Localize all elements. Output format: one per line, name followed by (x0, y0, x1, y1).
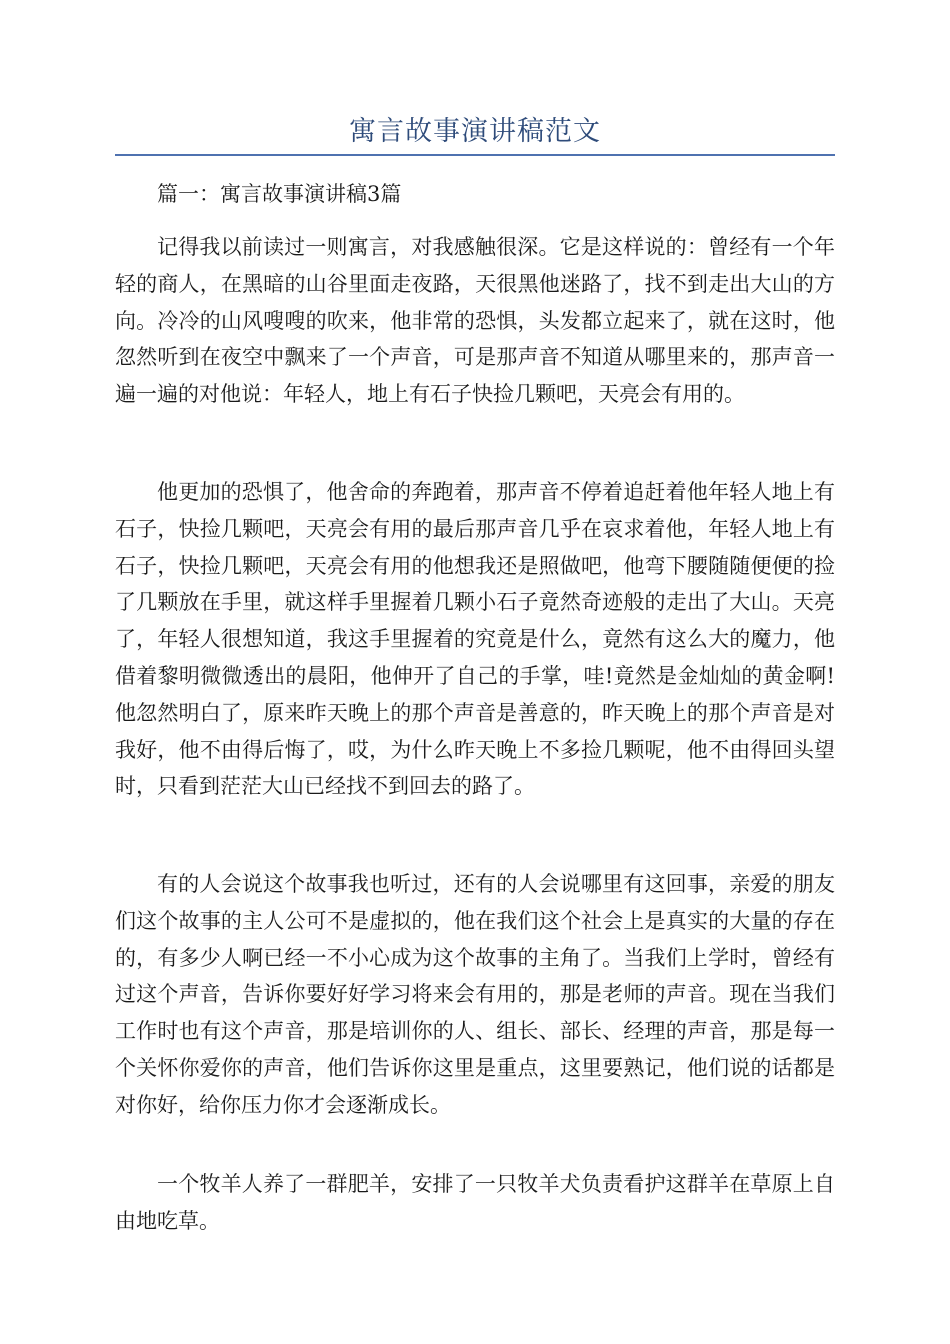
paragraph-1: 记得我以前读过一则寓言，对我感触很深。它是这样说的：曾经有一个年轻的商人，在黑暗的山谷里面走夜路，天很黑他迷路了，找不到走出大山的方向。冷冷的山风嗖嗖的吹来，他非常的恐惧，头发都立起来了，就在这时，他忽然听到在夜空中飘来了一个声音，可是那声音不知道从哪里来的，那声音一遍一遍的对他说：年轻人，地上有石子快捡几颗吧，天亮会有用的。 (115, 235, 835, 407)
title-underline (115, 154, 835, 156)
section-subheading: 篇一：寓言故事演讲稿3篇 (157, 182, 402, 206)
document-title: 寓言故事演讲稿范文 (349, 116, 601, 147)
paragraph-4: 一个牧羊人养了一群肥羊，安排了一只牧羊犬负责看护这群羊在草原上自由地吃草。 (115, 1172, 835, 1233)
paragraph-3: 有的人会说这个故事我也听过，还有的人会说哪里有这回事，亲爱的朋友们这个故事的主人公可不是虚拟的，他在我们这个社会上是真实的大量的存在的，有多少人啊已经一不小心成为这个故事的主角了。当我们上学时，曾经有过这个声音，告诉你要好好学习将来会有用的，那是老师的声音。现在当我们工作时也有这个声音，那是培训你的人、组长、部长、经理的声音，那是每一个关怀你爱你的声音，他们告诉你这里是重点，这里要熟记，他们说的话都是对你好，给你压力你才会逐渐成长。 (115, 872, 835, 1117)
paragraph-2: 他更加的恐惧了，他舍命的奔跑着，那声音不停着追赶着他年轻人地上有石子，快捡几颗吧，天亮会有用的最后那声音几乎在哀求着他，年轻人地上有石子，快捡几颗吧，天亮会有用的他想我还是照做吧，他弯下腰随随便便的捡了几颗放在手里，就这样手里握着几颗小石子竟然奇迹般的走出了大山。天亮了，年轻人很想知道，我这手里握着的究竟是什么，竟然有这么大的魔力，他借着黎明微微透出的晨阳，他伸开了自己的手掌，哇!竟然是金灿灿的黄金啊!他忽然明白了，原来昨天晚上的那个声音是善意的，昨天晚上的那个声音是对我好，他不由得后悔了，哎，为什么昨天晚上不多捡几颗呢，他不由得回头望时，只看到茫茫大山已经找不到回去的路了。 (115, 480, 835, 799)
